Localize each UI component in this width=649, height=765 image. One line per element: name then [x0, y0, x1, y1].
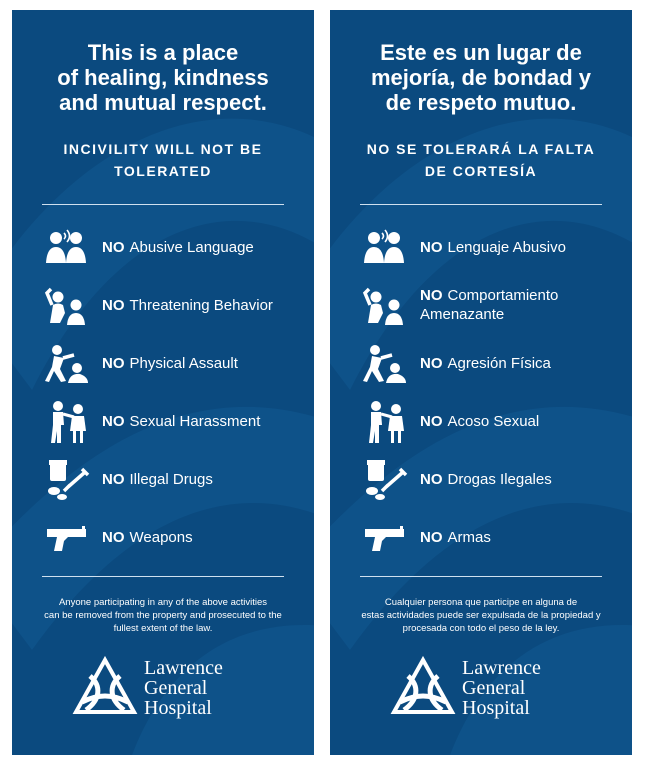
item-label: Illegal Drugs [129, 470, 213, 488]
no-label: NO [102, 238, 125, 256]
no-label: NO [102, 296, 125, 314]
headline-line: mejoría, de bondad y [370, 65, 592, 90]
disclaimer-line: estas actividades puede ser expulsada de la propiedad y [361, 610, 601, 621]
logo-mark-icon [72, 656, 138, 722]
item-label: Comportamiento Amenazante [420, 287, 559, 323]
item-label: Agresión Física [447, 354, 551, 372]
logo-line: General [462, 677, 526, 699]
list-item [330, 278, 632, 332]
no-label: NO [102, 528, 125, 546]
item-label: Abusive Language [129, 238, 254, 256]
list-item [12, 278, 314, 332]
physical-assault-icon [44, 341, 90, 387]
abusive-language-icon [44, 225, 90, 271]
subheading [350, 138, 612, 182]
item-label: Threatening Behavior [129, 296, 273, 314]
illegal-drugs-icon [362, 457, 408, 503]
no-label: NO [102, 470, 125, 488]
item-label: Weapons [129, 528, 193, 546]
logo-line: General [144, 677, 208, 699]
disclaimer-line: Cualquier persona que participe en alguna de [384, 597, 578, 608]
weapons-icon [362, 515, 408, 561]
item-label: Drogas Ilegales [447, 470, 552, 488]
logo-wordmark [144, 658, 223, 718]
disclaimer [34, 596, 292, 635]
divider [360, 576, 602, 577]
list-item [330, 510, 632, 564]
threatening-behavior-icon [44, 283, 90, 329]
no-label: NO [420, 412, 443, 430]
physical-assault-icon [362, 341, 408, 387]
logo-line: Lawrence [144, 657, 223, 679]
list-item [330, 336, 632, 390]
subheading-line: INCIVILITY WILL NOT BE [63, 141, 263, 157]
headline-line: Este es un lugar de [380, 40, 582, 65]
list-item [12, 394, 314, 448]
divider [42, 576, 284, 577]
sexual-harassment-icon [362, 399, 408, 445]
subheading [32, 138, 294, 182]
headline-line: de respeto mutuo. [385, 90, 577, 115]
no-label: NO [102, 412, 125, 430]
disclaimer-line: procesada con todo el peso de la ley. [402, 623, 560, 634]
spanish-panel [330, 10, 632, 755]
logo-line: Hospital [462, 697, 530, 719]
logo-mark-icon [390, 656, 456, 722]
hospital-logo [390, 656, 590, 726]
logo-line: Hospital [144, 697, 212, 719]
headline-line: of healing, kindness [57, 65, 269, 90]
disclaimer-line: fullest extent of the law. [113, 623, 213, 634]
list-item [12, 336, 314, 390]
logo-wordmark [462, 658, 541, 718]
disclaimer [352, 596, 610, 635]
item-label: Armas [447, 528, 491, 546]
subheading-line: TOLERATED [114, 163, 212, 179]
headline-line: and mutual respect. [59, 90, 267, 115]
headline-line: This is a place [87, 40, 239, 65]
disclaimer-line: Anyone participating in any of the above activities [58, 597, 268, 608]
list-item [330, 452, 632, 506]
item-label: Lenguaje Abusivo [447, 238, 566, 256]
item-label: Sexual Harassment [129, 412, 261, 430]
headline [22, 40, 304, 115]
item-label: Acoso Sexual [447, 412, 540, 430]
no-label: NO [420, 238, 443, 256]
item-label: Physical Assault [129, 354, 238, 372]
no-label: NO [420, 354, 443, 372]
subheading-line: NO SE TOLERARÁ LA FALTA [366, 141, 596, 157]
list-item [330, 220, 632, 274]
sexual-harassment-icon [44, 399, 90, 445]
headline [340, 40, 622, 115]
list-item [12, 452, 314, 506]
hospital-logo [72, 656, 272, 726]
divider [42, 204, 284, 205]
list-item [12, 510, 314, 564]
weapons-icon [44, 515, 90, 561]
threatening-behavior-icon [362, 283, 408, 329]
no-label: NO [420, 470, 443, 488]
no-label: NO [420, 528, 443, 546]
subheading-line: DE CORTESÍA [424, 163, 538, 179]
no-label: NO [102, 354, 125, 372]
english-panel [12, 10, 314, 755]
list-item [12, 220, 314, 274]
disclaimer-line: can be removed from the property and prosecuted to the [44, 610, 282, 621]
no-label: NO [420, 287, 443, 304]
list-item [330, 394, 632, 448]
abusive-language-icon [362, 225, 408, 271]
illegal-drugs-icon [44, 457, 90, 503]
logo-line: Lawrence [462, 657, 541, 679]
divider [360, 204, 602, 205]
